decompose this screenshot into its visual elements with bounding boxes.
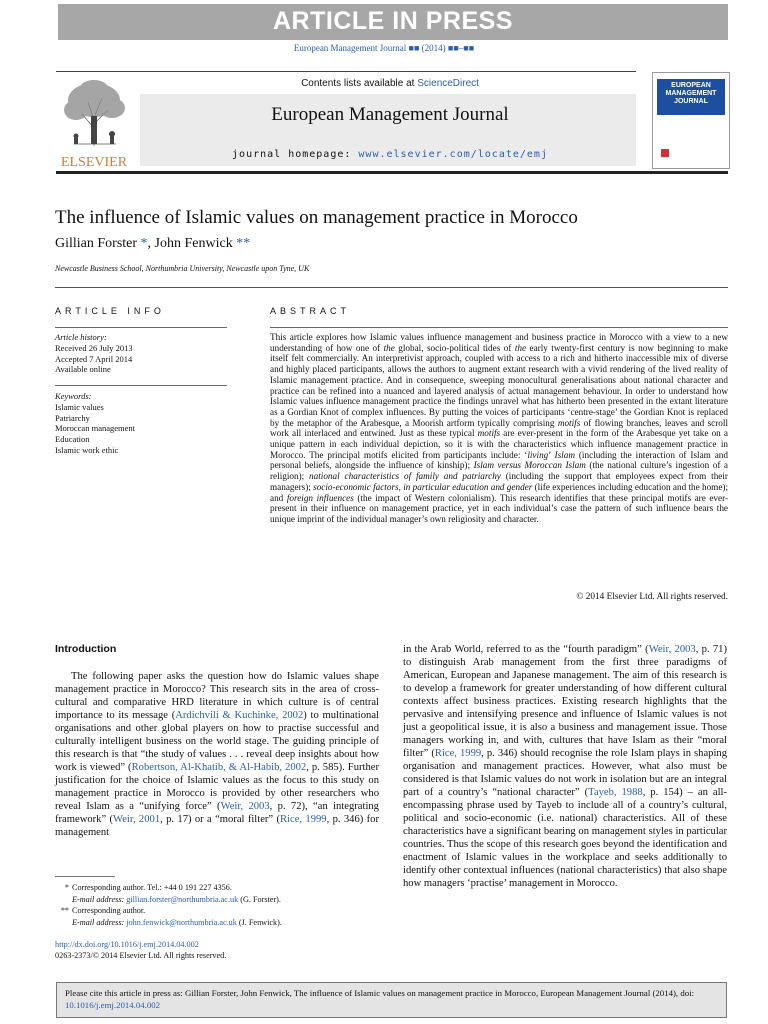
journal-cover-thumbnail[interactable] (652, 72, 730, 169)
footnote-text: Corresponding author. Tel.: +44 0 191 227 4356. (72, 883, 232, 892)
history-heading: Article history: (55, 332, 107, 342)
elsevier-logo[interactable] (54, 78, 134, 170)
reference-link[interactable]: Tayeb, 1988 (588, 787, 643, 798)
header-top-rule (56, 71, 636, 72)
contents-prefix: Contents lists available at (301, 78, 418, 89)
author-1-footnote-mark[interactable]: * (140, 236, 148, 251)
cover-title: EUROPEAN MANAGEMENT JOURNAL (657, 79, 725, 115)
article-info-rule (55, 327, 227, 328)
article-title: The influence of Islamic values on management practice in Morocco (55, 207, 578, 228)
keyword: Education (55, 434, 90, 445)
email-link[interactable]: john.fenwick@northumbria.ac.uk (126, 917, 237, 927)
cite-this-article-box: Please cite this article in press as: Gillian Forster, John Fenwick, The influence of Islamic values on management practice in Morocco, European Management Journal (2014), doi: 10.1016/j.emj.2014.04.002 (56, 982, 727, 1018)
reference-link[interactable]: Weir, 2003 (648, 644, 696, 655)
footnote-mark: * (64, 883, 69, 892)
author-1: Gillian Forster (55, 236, 138, 251)
reference-link[interactable]: Robertson, Al-Khatib, & Al-Habib, 2002 (131, 762, 307, 773)
article-history (55, 332, 227, 375)
footnote-text: Corresponding author. (72, 906, 146, 915)
abstract-label: ABSTRACT (270, 306, 351, 316)
footnote-mark: ** (60, 906, 69, 915)
issn-line: 0263-2373/© 2014 Elsevier Ltd. All rights reserved. (55, 951, 227, 960)
contents-line (140, 78, 640, 89)
keyword: Moroccan management (55, 423, 136, 434)
history-item: Accepted 7 April 2014 (55, 353, 133, 364)
reference-link[interactable]: Ardichvili & Kuchinke, 2002 (175, 710, 304, 721)
abstract-rule (270, 327, 728, 328)
history-item: Received 26 July 2013 (55, 342, 133, 353)
affiliation: Newcastle Business School, Northumbria University, Newcastle upon Tyne, UK (55, 264, 310, 273)
footnote-rule (55, 876, 115, 877)
reference-link[interactable]: Rice, 1999 (280, 814, 327, 825)
keywords-rule (55, 385, 227, 386)
abstract-text: This article explores how Islamic values influence management and business practice in Morocco with a view to a new understanding of how one of the global, socio-political tides of the early twenty-first century is now beginning to make itself felt commercially. An interpretivist approach, coupled with access to a rich and hitherto inaccessible mix of diverse and highly placed participants, allows the authors to augment extant research with a vivid rendering of the lived reality of Islamic management practice. And in consequence, sweeping monocultural generalisations about national character and practice can be refined into a nuanced and layered analysis of actual management behaviour. In order to understand how Islamic values influence management practice the findings unravel what has hitherto been presented in the extant literature as a Gordian Knot of complex influences. By putting the voices of participants ‘centre-stage’ the Gordian Knot is replaced by the metaphor of the Arabesque, a Moorish artform typically comprising motifs of flowing branches, leaves and scroll work all interlaced and entwined. Just as these typical motifs are ever-present in the form of the Arabesque yet take on a unique pattern in each individual depiction, so it is with the characteristics which influence management practice in Morocco. The principal motifs elicited from participants include: ‘living’ Islam (including the interaction of Islam and personal beliefs, alongside the influence of kinship); Islam versus Moroccan Islam (the national culture’s ingestion of a religion); national characteristics of family and patriarchy (including the support that employees expect from their managers); socio-economic factors, in particular education and gender (life experiences including education and the home); and foreign influences (the impact of Western colonialism). This research identifies that these principal motifs are ever-present in their influence on management practice, yet in each individual’s case the pattern of such influence bears the unique imprint of the individual manager’s own religiosity and character. (270, 332, 729, 524)
cite-doi-link[interactable]: 10.1016/j.emj.2014.04.002 (65, 1000, 161, 1010)
journal-homepage (140, 149, 640, 160)
body-column-right: in the Arab World, referred to as the “fourth paradigm” (Weir, 2003, p. 71) to distinguish Arab management from the first three paradigms of American, European and Japanese management. The aim of this research is to develop a framework for greater understanding of how different cultural contexts affect business practices. Existing research highlights that the pervasive and intensifying presence and influence of Islamic values is not just a geopolitical issue, it is also a business and management issue. Those managers working in, and with, cultures that have Islam as their “moral filter” (Rice, 1999, p. 346) should recognise the role Islam plays in shaping organisation and management practices. However, what also must be considered is that Islamic values do not work in isolation but are an integral part of a country’s “national character” (Tayeb, 1988, p. 154) – an all-encompassing phrase used by Tayeb to include all of a country’s cultural, political and socio-economic (i.e. national) characteristics. All of these characteristics have a significant bearing on management styles in particular countries. Thus the scope of this research goes beyond the identification and enactment of Islamic values in the workplace and seeks additionally to identify other contextual influences (national characteristics) that also shape how managers ‘practise’ management in Morocco. (403, 644, 728, 889)
history-item: Available online (55, 364, 111, 375)
sciencedirect-link[interactable]: ScienceDirect (417, 78, 479, 89)
homepage-prefix: journal homepage: (232, 149, 359, 160)
publisher-name: ELSEVIER (60, 155, 128, 170)
keyword: Islamic values (55, 401, 104, 412)
author-2-footnote-mark[interactable]: ** (236, 236, 251, 251)
section-rule (55, 287, 728, 288)
elsevier-tree-icon (54, 78, 134, 150)
homepage-link[interactable]: www.elsevier.com/locate/emj (358, 149, 548, 160)
cover-mark-icon (661, 149, 669, 157)
reference-link[interactable]: Weir, 2003 (220, 801, 270, 812)
doi-link[interactable]: http://dx.doi.org/10.1016/j.emj.2014.04.002 (55, 940, 199, 949)
introduction-heading: Introduction (55, 643, 117, 655)
email-link[interactable]: gillian.forster@northumbria.ac.uk (126, 894, 239, 904)
keywords (55, 391, 227, 456)
article-in-press-banner: ARTICLE IN PRESS (58, 4, 728, 40)
reference-link[interactable]: Weir, 2001 (113, 814, 161, 825)
author-list: Gillian Forster *, John Fenwick ** (55, 236, 251, 251)
doi-block (55, 939, 385, 961)
article-info-label: ARTICLE INFO (55, 306, 165, 316)
author-2: John Fenwick (154, 236, 233, 251)
citation-line[interactable]: European Management Journal ■■ (2014) ■■–■■ (293, 43, 475, 53)
header-bottom-rule (56, 171, 728, 174)
keyword: Islamic work ethic (55, 444, 119, 455)
footnotes: * Corresponding author. Tel.: +44 0 191 227 4356. E-mail address: gillian.forster@northumbria.ac.uk (G. Forster). ** Corresponding author. E-mail address: john.fenwick@northumbria.ac.uk (J. Fenwick). (55, 882, 385, 928)
keyword: Patriarchy (55, 412, 90, 423)
journal-title: European Management Journal (271, 104, 509, 125)
keywords-heading: Keywords: (55, 391, 92, 401)
body-column-left: The following paper asks the question how do Islamic values shape management practice in Morocco? This research sits in the area of cross-cultural and comparative HRD literature in which culture is of central importance to its message (Ardichvili & Kuchinke, 2002) to multinational organisations and other global players on how to practise successful and culturally intelligent business on the world stage. The guiding principle of this research is that “the study of values . . . reveal deep insights about how work is viewed” (Robertson, Al-Khatib, & Al-Habib, 2002, p. 585). Further justification for the choice of Islamic values as the focus to this study on management practice in Morocco is provided by other researchers who reveal Islam as a “unifying force” (Weir, 2003, p. 72), “an integrating framework” (Weir, 2001, p. 17) or a “moral filter” (Rice, 1999, p. 346) for management (55, 671, 379, 838)
reference-link[interactable]: Rice, 1999 (434, 748, 482, 759)
copyright: © 2014 Elsevier Ltd. All rights reserved. (576, 592, 728, 602)
